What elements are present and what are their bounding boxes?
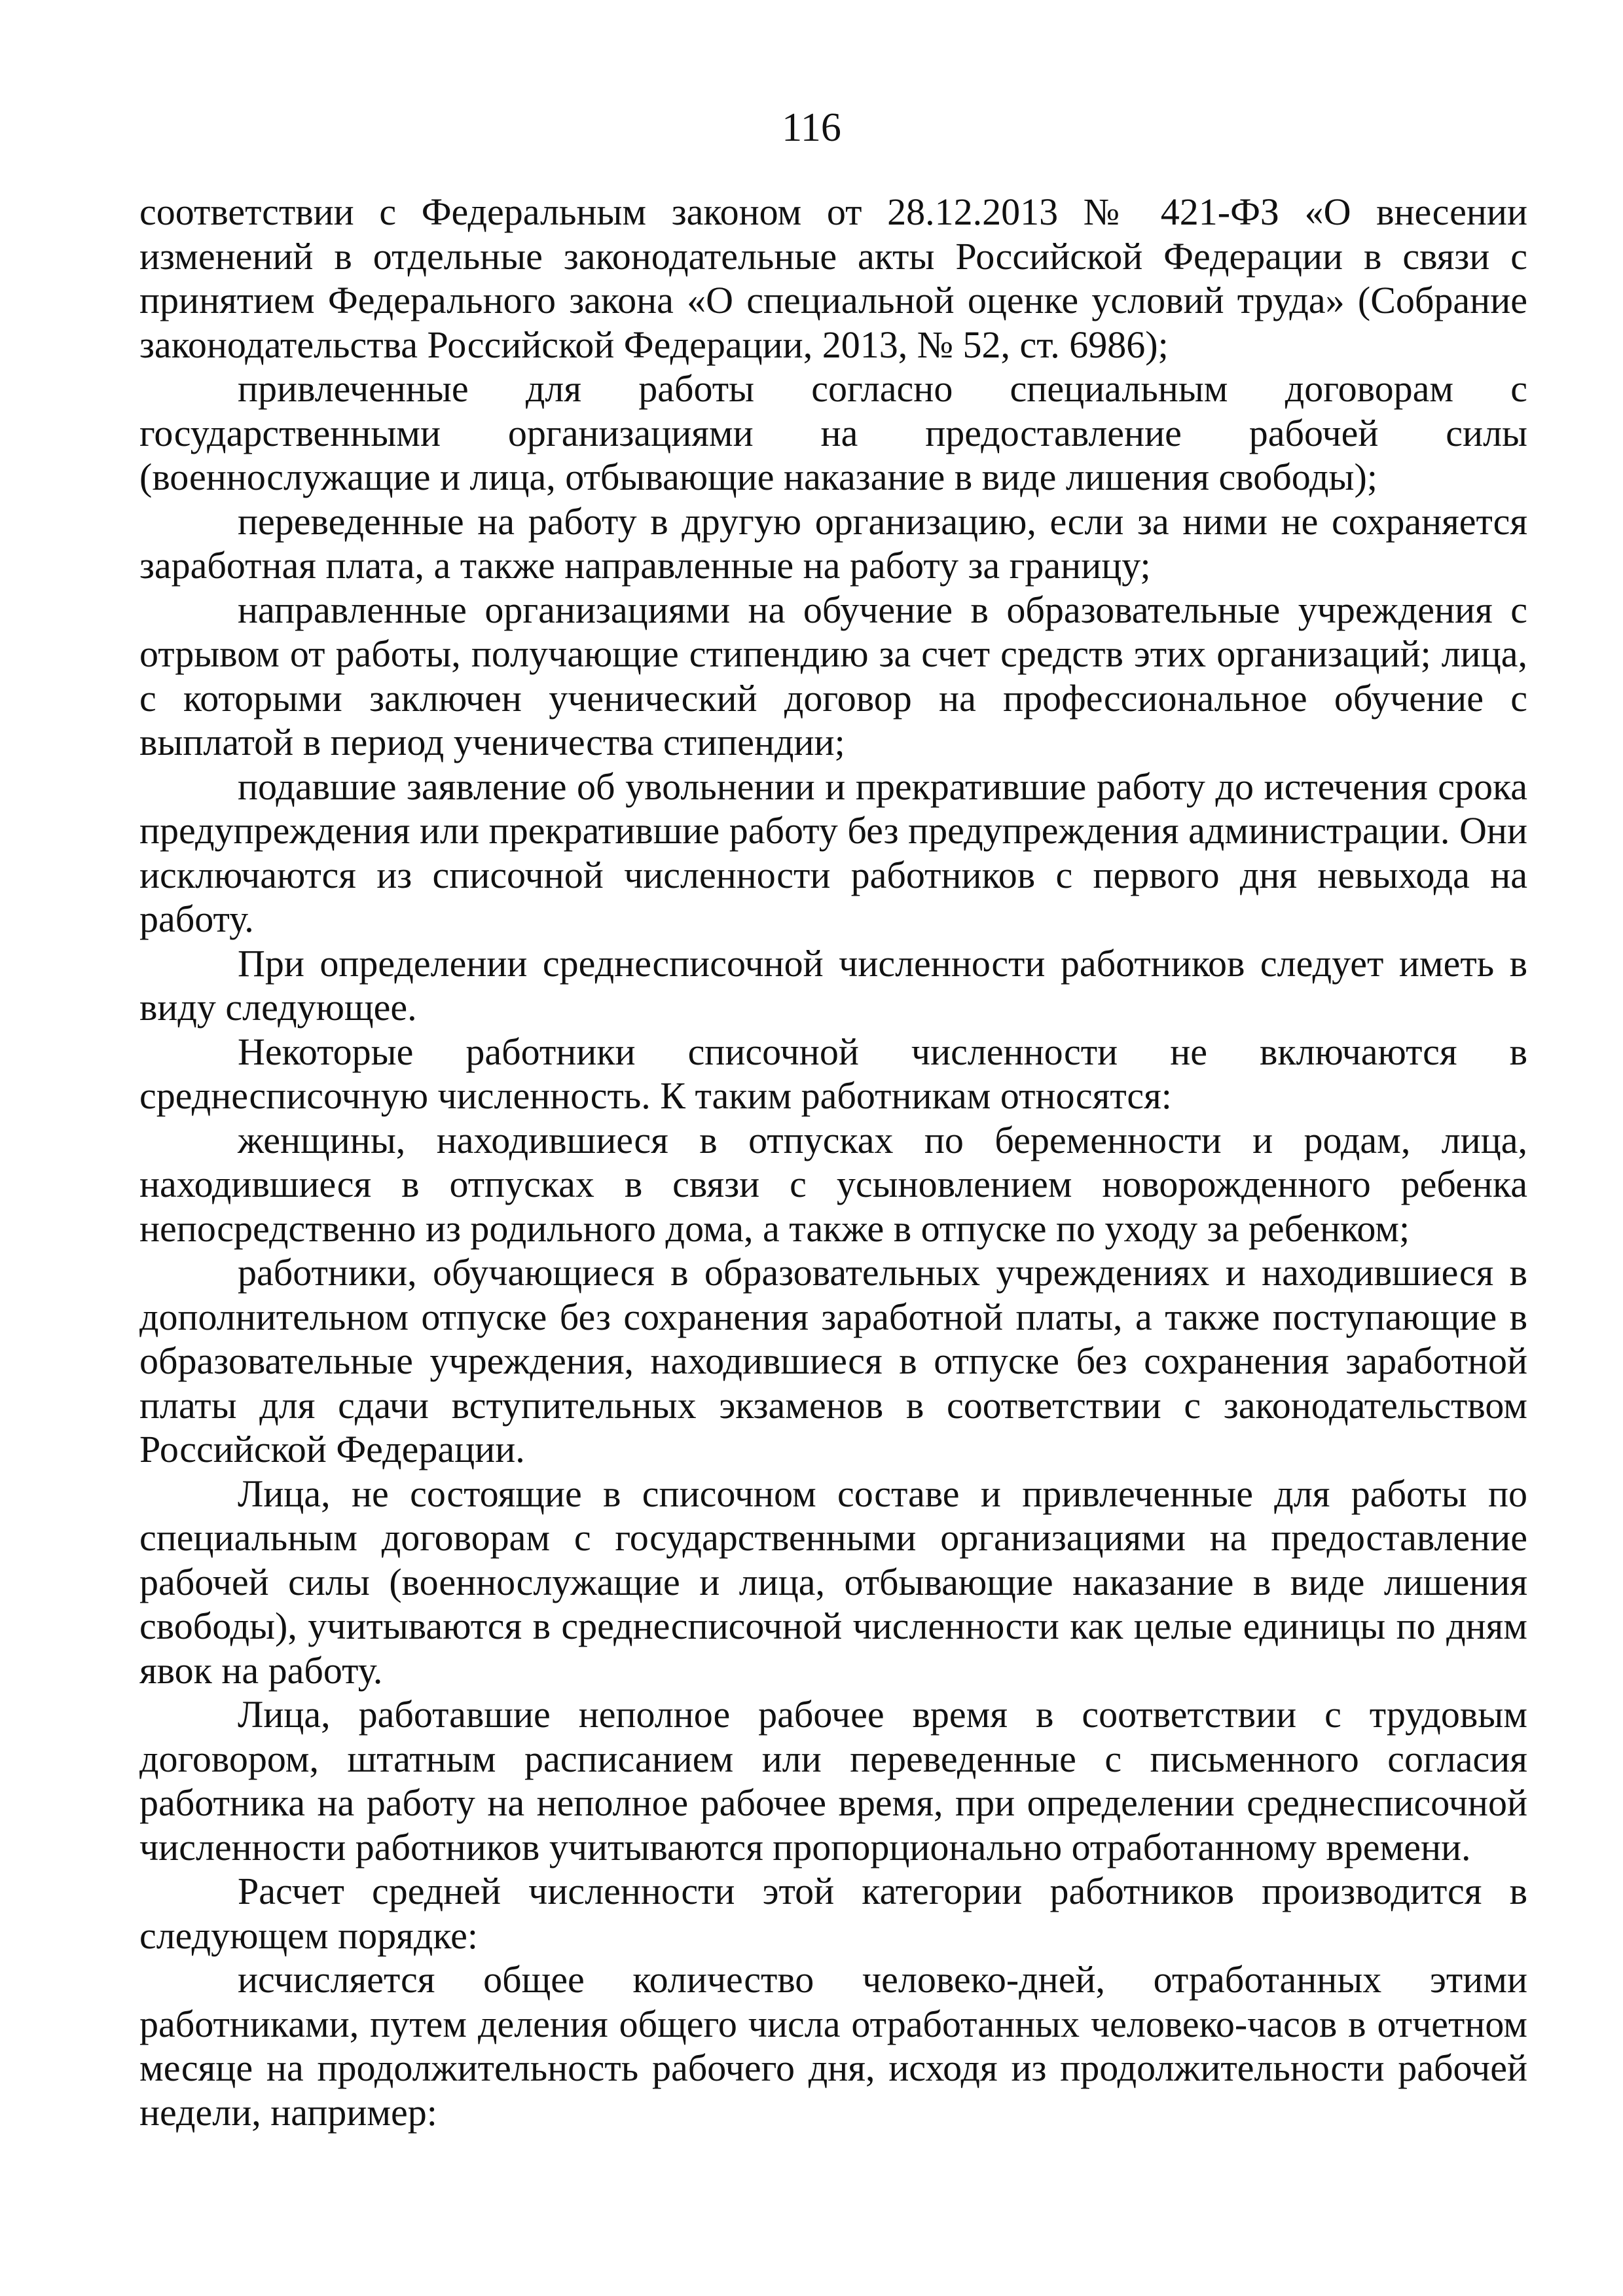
paragraph: переведенные на работу в другую организацию, если за ними не сохраняется заработная плата, а также направленные на работу за границу;: [139, 500, 1527, 587]
page-number: 116: [782, 105, 841, 150]
paragraph: исчисляется общее количество человеко-дней, отработанных этими работниками, путем деления общего числа отработанных человеко-часов в отчетном месяце на продолжительность рабочего дня, исходя из продолжительности рабочей недели, например:: [139, 1958, 1527, 2134]
body-text: [139, 190, 1527, 2134]
paragraph: направленные организациями на обучение в образовательные учреждения с отрывом от работы, получающие стипендию за счет средств этих организаций; лица, с которыми заключен ученический договор на профессиональное обучение с выплатой в период ученичества стипендии;: [139, 588, 1527, 763]
paragraph: Лица, не состоящие в списочном составе и привлеченные для работы по специальным договорам с государственными организациями на предоставление рабочей силы (военнослужащие и лица, отбывающие наказание в виде лишения свободы), учитываются в среднесписочной численности как целые единицы по дням явок на работу.: [139, 1472, 1527, 1692]
paragraph: привлеченные для работы согласно специальным договорам с государственными организациями на предоставление рабочей силы (военнослужащие и лица, отбывающие наказание в виде лишения свободы);: [139, 367, 1527, 498]
paragraph: подавшие заявление об увольнении и прекратившие работу до истечения срока предупреждения или прекратившие работу без предупреждения администрации. Они исключаются из списочной численности работников с первого дня невыхода на работу.: [139, 765, 1527, 940]
paragraph: соответствии с Федеральным законом от 28.12.2013 № 421-ФЗ «О внесении изменений в отдельные законодательные акты Российской Федерации в связи с принятием Федерального закона «О специальной оценке условий труда» (Собрание законодательства Российской Федерации, 2013, № 52, ст. 6986);: [139, 191, 1527, 366]
paragraph: Расчет средней численности этой категории работников производится в следующем порядке:: [139, 1870, 1527, 1957]
paragraph: работники, обучающиеся в образовательных учреждениях и находившиеся в дополнительном отпуске без сохранения заработной платы, а также поступающие в образовательные учреждения, находившиеся в отпуске без сохранения заработной платы для сдачи вступительных экзаменов в соответствии с законодательством Российской Федерации.: [139, 1251, 1527, 1470]
paragraph: Лица, работавшие неполное рабочее время в соответствии с трудовым договором, штатным расписанием или переведенные с письменного согласия работника на работу на неполное рабочее время, при определении среднесписочной численности работников учитываются пропорционально отработанному времени.: [139, 1693, 1527, 1868]
paragraph: Некоторые работники списочной численности не включаются в среднесписочную численность. К таким работникам относятся:: [139, 1030, 1527, 1117]
paragraph: При определении среднесписочной численности работников следует иметь в виду следующее.: [139, 941, 1527, 1029]
paragraph: женщины, находившиеся в отпусках по беременности и родам, лица, находившиеся в отпусках в связи с усыновлением новорожденного ребенка непосредственно из родильного дома, а также в отпуске по уходу за ребенком;: [139, 1118, 1527, 1250]
